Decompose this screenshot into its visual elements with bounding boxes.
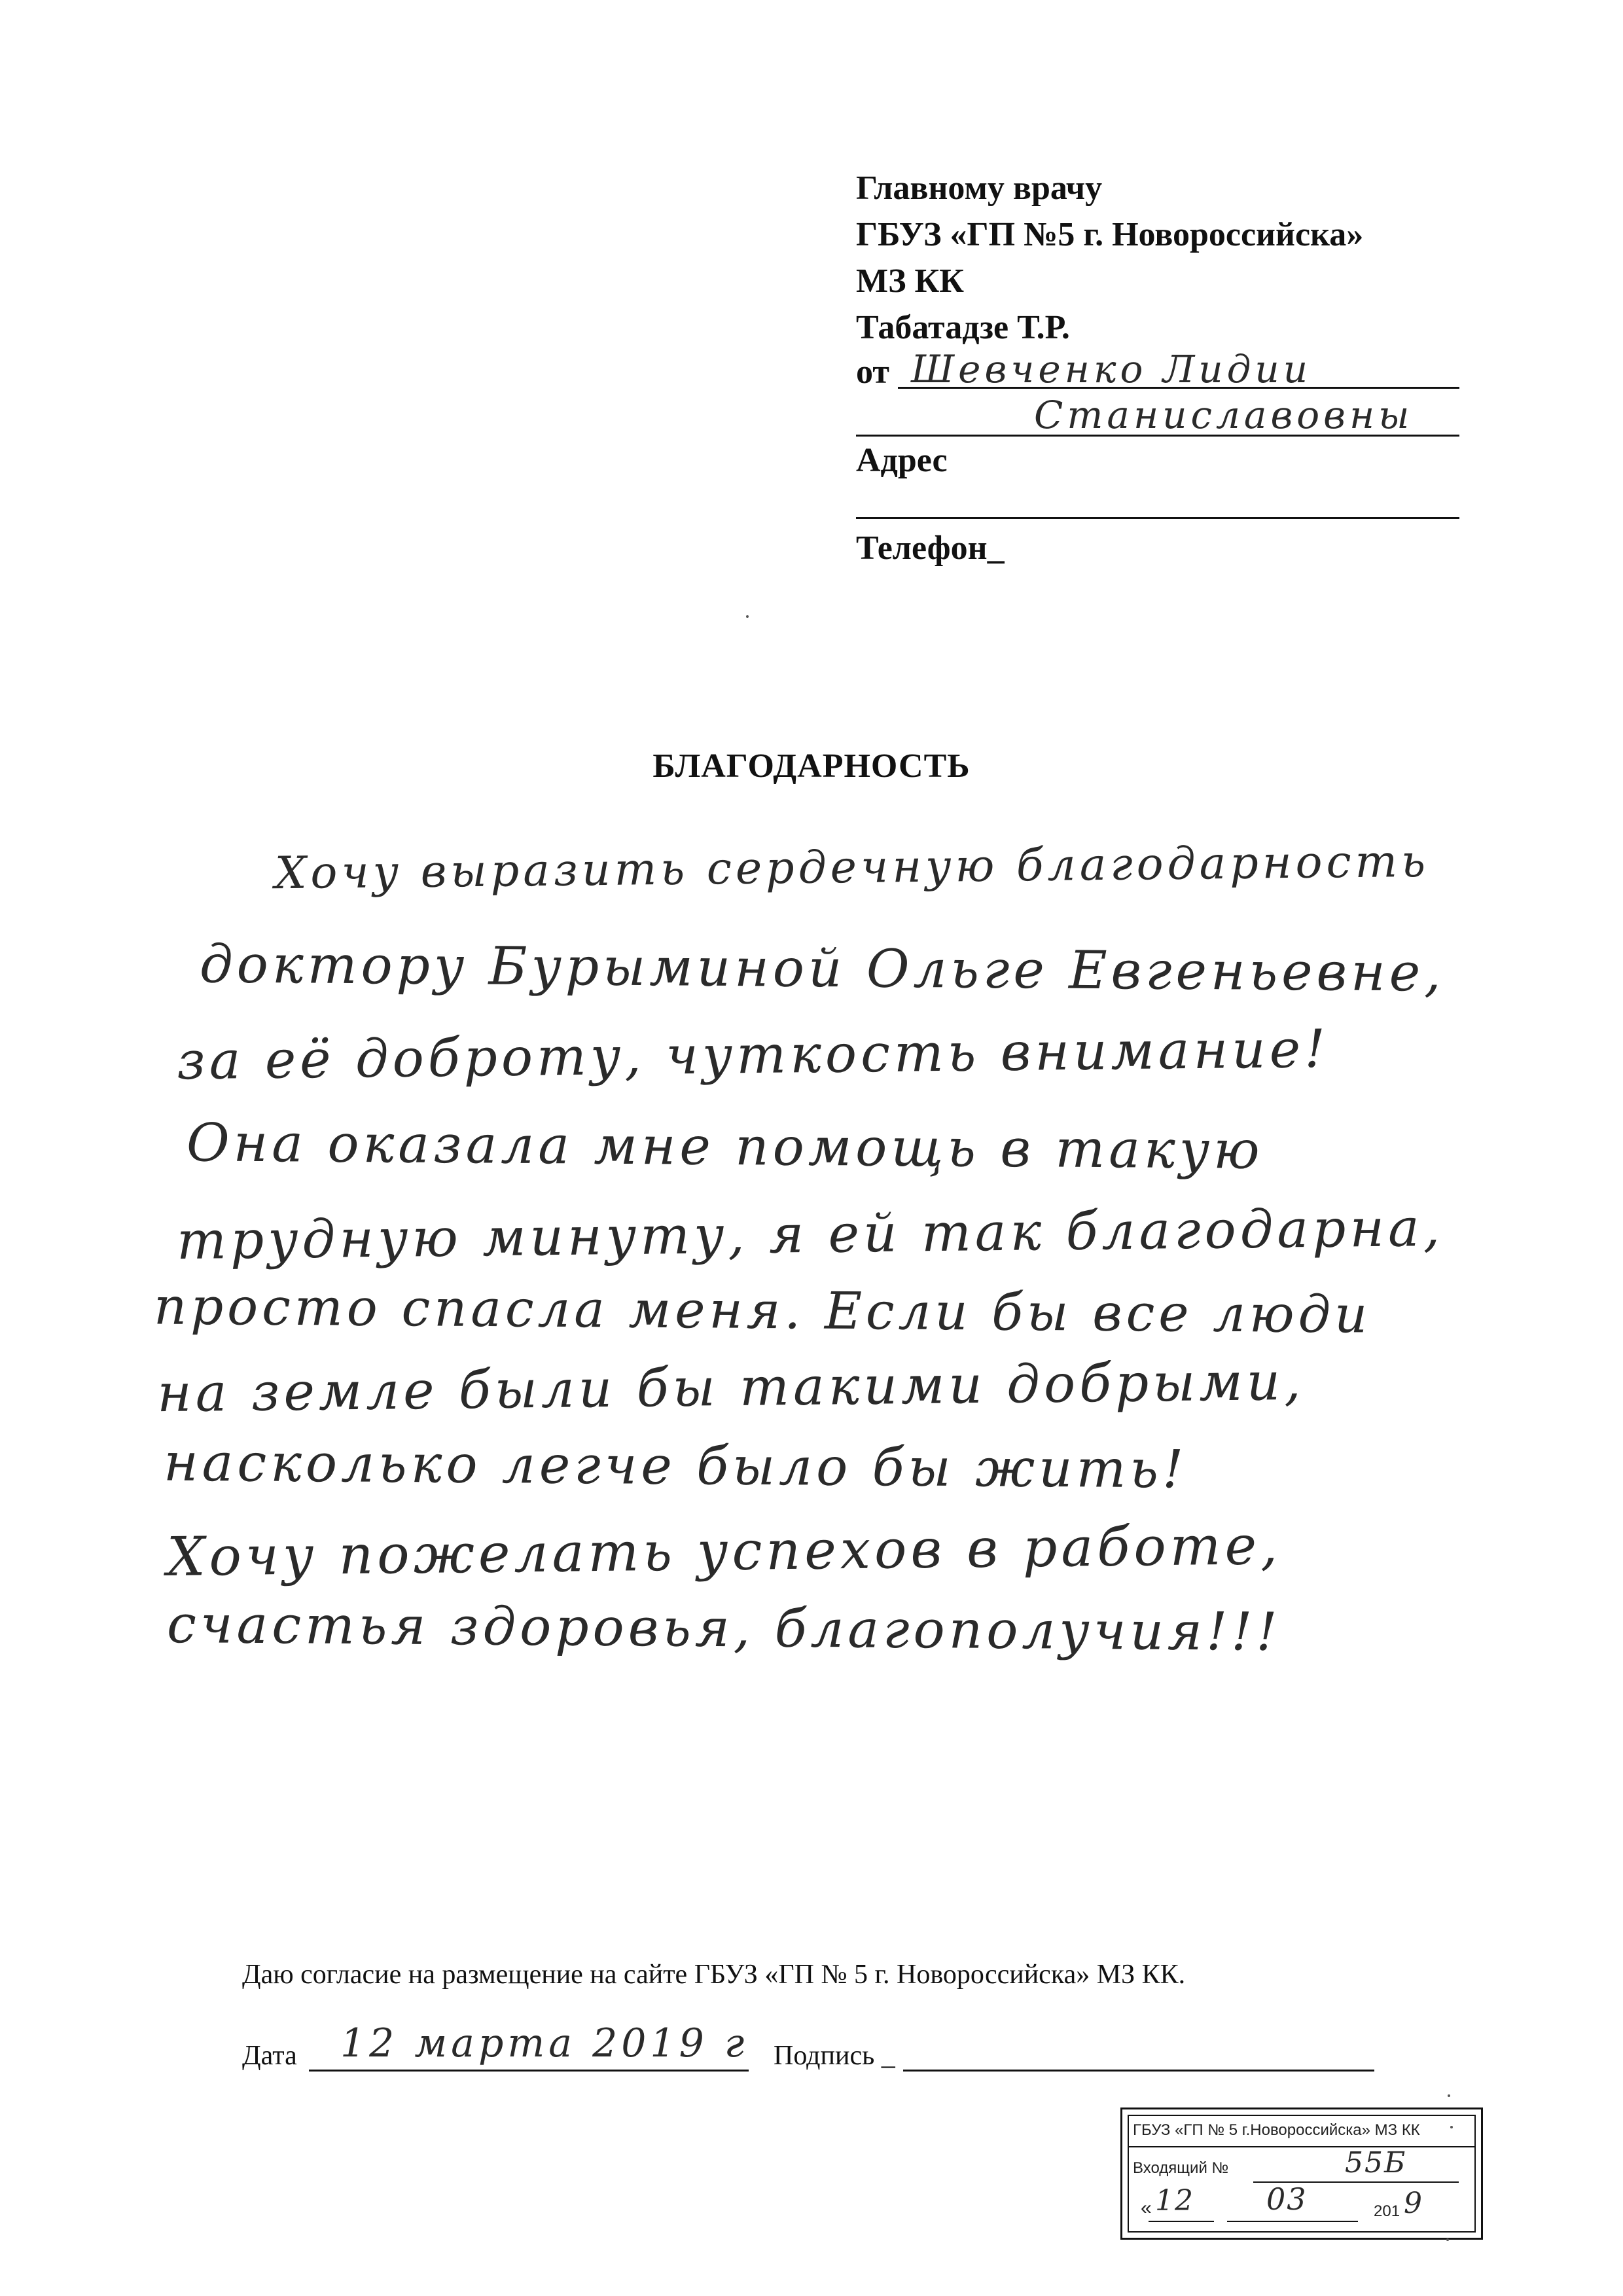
date-handwritten: 12 марта 2019 г xyxy=(340,2020,749,2066)
body-line-1: Хочу выразить сердечную благодарность xyxy=(274,835,1430,900)
from-handwritten-1: Шевченко Лидии xyxy=(911,347,1312,391)
addressee-line-1: Главному врачу xyxy=(856,170,1103,207)
addressee-line-4: Табатадзе Т.Р. xyxy=(856,309,1070,346)
addressee-line-3: МЗ КК xyxy=(856,262,964,300)
signature-underline xyxy=(903,2070,1374,2072)
from-label: от xyxy=(856,353,889,391)
stamp-date-prefix: « xyxy=(1141,2197,1152,2219)
addressee-line-2: ГБУЗ «ГП №5 г. Новороссийска» xyxy=(856,216,1364,253)
document-title: БЛАГОДАРНОСТЬ xyxy=(652,747,971,785)
stamp-month: 03 xyxy=(1266,2181,1308,2217)
body-line-2: доктору Бурыминой Ольге Евгеньевне, xyxy=(199,933,1445,1003)
scan-speck xyxy=(1448,2094,1450,2097)
body-line-3: за её доброту, чуткость внимание! xyxy=(176,1018,1330,1092)
scan-speck xyxy=(1450,2126,1453,2128)
consent-text: Даю согласие на размещение на сайте ГБУЗ «ГП № 5 г. Новороссийска» МЗ КК. xyxy=(242,1960,1186,1990)
body-line-4: Она оказала мне помощь в такую xyxy=(186,1112,1264,1181)
address-underline xyxy=(856,517,1459,519)
from-handwritten-2: Станиславовны xyxy=(1034,393,1414,437)
stamp-incoming-number: 55Б xyxy=(1345,2146,1407,2179)
stamp-incoming-label: Входящий № xyxy=(1133,2159,1229,2177)
body-line-9: Хочу пожелать успехов в работе, xyxy=(166,1515,1282,1588)
body-line-8: насколько легче было бы жить! xyxy=(163,1431,1188,1500)
body-line-5: трудную минуту, я ей так благодарна, xyxy=(176,1196,1444,1272)
phone-label: Телефон_ xyxy=(856,529,1005,567)
stamp-org: ГБУЗ «ГП № 5 г.Новороссийска» МЗ КК xyxy=(1133,2121,1420,2139)
signature-label: Подпись _ xyxy=(774,2041,895,2071)
scan-speck xyxy=(746,615,749,618)
stamp-month-underline xyxy=(1227,2221,1358,2222)
stamp-day-underline xyxy=(1149,2221,1214,2222)
stamp-inner-frame xyxy=(1128,2115,1476,2233)
stamp-year-suffix: 9 xyxy=(1404,2187,1422,2220)
body-line-7: на земле были бы такими добрыми, xyxy=(156,1350,1306,1424)
incoming-stamp xyxy=(1120,2108,1483,2240)
date-underline xyxy=(309,2070,749,2072)
body-line-6: просто спасла меня. Если бы все люди xyxy=(153,1277,1372,1345)
date-label: Дата xyxy=(242,2041,297,2071)
stamp-day: 12 xyxy=(1155,2184,1194,2217)
body-line-10: счастья здоровья, благополучия!!! xyxy=(166,1594,1281,1662)
address-label: Адрес xyxy=(856,442,948,479)
stamp-divider-1 xyxy=(1129,2146,1474,2147)
scan-speck xyxy=(1446,2238,1449,2241)
stamp-year-prefix: 201 xyxy=(1374,2202,1400,2220)
